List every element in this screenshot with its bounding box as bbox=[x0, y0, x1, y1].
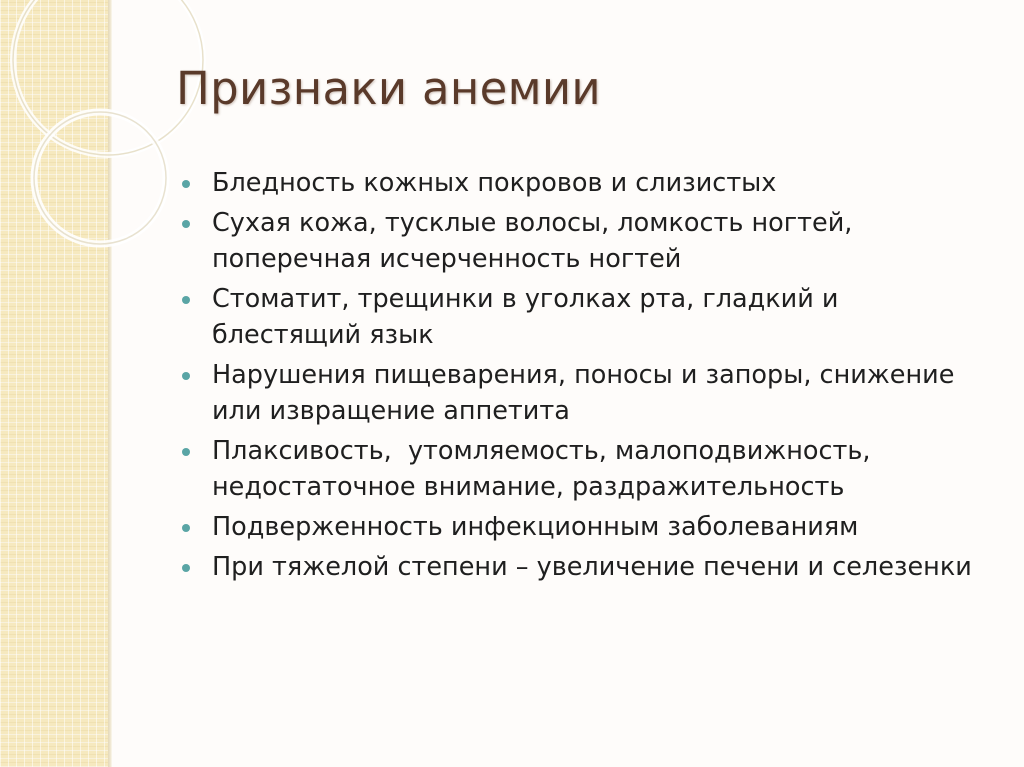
circle-bullet-icon bbox=[182, 220, 190, 228]
circle-bullet-icon bbox=[182, 372, 190, 380]
list-item-text: Плаксивость, утомляемость, малоподвижность, недостаточное внимание, раздражительность bbox=[212, 436, 879, 502]
list-item bbox=[180, 205, 980, 277]
list-item-text: Подверженность инфекционным заболеваниям bbox=[212, 512, 859, 542]
list-item-text: Нарушения пищеварения, поносы и запоры, снижение или извращение аппетита bbox=[212, 360, 955, 426]
list-item bbox=[180, 281, 980, 353]
list-item bbox=[180, 433, 980, 505]
circle-bullet-icon bbox=[182, 564, 190, 572]
list-item-text: Сухая кожа, тусклые волосы, ломкость ногтей, поперечная исчерченность ногтей bbox=[212, 208, 853, 274]
circle-bullet-icon bbox=[182, 448, 190, 456]
list-item bbox=[180, 509, 980, 545]
decorative-rings-icon bbox=[0, 0, 160, 260]
list-item-text: Стоматит, трещинки в уголках рта, гладкий и блестящий язык bbox=[212, 284, 839, 350]
list-item-text: Бледность кожных покровов и слизистых bbox=[212, 168, 777, 198]
bullet-list bbox=[180, 165, 980, 589]
list-item bbox=[180, 357, 980, 429]
list-item bbox=[180, 549, 980, 585]
circle-bullet-icon bbox=[182, 524, 190, 532]
list-item bbox=[180, 165, 980, 201]
circle-bullet-icon bbox=[182, 296, 190, 304]
list-item-text: При тяжелой степени – увеличение печени и селезенки bbox=[212, 552, 972, 582]
slide-title: Признаки анемии bbox=[176, 62, 601, 115]
circle-bullet-icon bbox=[182, 180, 190, 188]
